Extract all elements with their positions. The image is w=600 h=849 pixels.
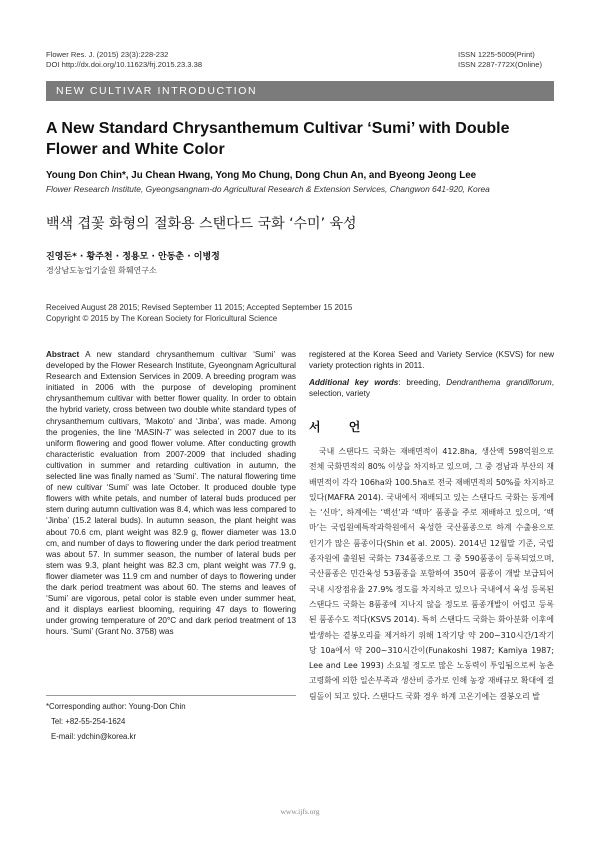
issn-print: ISSN 1225-5009(Print): [458, 50, 535, 59]
issn-online: ISSN 2287-772X(Online): [458, 60, 542, 69]
abstract-continuation: registered at the Korea Seed and Variety Service (KSVS) for new variety protection rights in 2011.: [309, 350, 554, 371]
keywords-pre: : breeding,: [398, 378, 447, 388]
korean-author-list: 진영돈* · 황주천 · 정용모 · 안동춘 · 이병정: [46, 252, 220, 262]
journal-citation: [46, 50, 202, 70]
article-title: A New Standard Chrysanthemum Cultivar ‘Sumi’ with Double Flower and White Color: [46, 120, 510, 158]
korean-title: 백색 겹꽃 화형의 절화용 스탠다드 국화 ‘수미’ 육성: [46, 216, 357, 232]
keywords: [309, 377, 554, 399]
copyright-line: Copyright © 2015 by The Korean Society for Floricultural Science: [46, 314, 278, 323]
introduction-heading: 서 언: [309, 420, 373, 434]
korean-affiliation: 경상남도농업기술원 화훼연구소: [46, 266, 157, 275]
author-list: Young Don Chin*, Ju Chean Hwang, Yong Mo Chung, Dong Chun An, and Byeong Jeong Lee: [46, 170, 477, 181]
keywords-post: , selection, variety: [309, 378, 554, 399]
issn-block: [458, 50, 542, 70]
footnote-divider: [46, 695, 296, 696]
author-email[interactable]: E-mail: ydchin@korea.kr: [51, 732, 137, 741]
abstract-label: Abstract: [46, 350, 80, 359]
introduction-body: 국내 스탠다드 국화는 재배면적이 412.8ha, 생산액 598억원으로 전체 국화면적의 80% 이상을 차지하고 있으며, 그 중 경남과 부산의 재배면적이 각각 106ha와 100.5ha로 전국 재배면적의 50%를 차지하고 있다(MAFRA 2014). 국내에서 재배되고 있는 스탠다드 국화는 동계에는 ‘신마’, 하계에는 ‘백선’과 ‘백마’ 품종을 주로 재배하고 있으며, ‘백마’는 국립원예특작과학원에서 육성한 국산품종으로 하계 수출용으로 인기가 많은 품종이다(Shin et al. 2005). 2014년 12월말 기준, 국립종자원에 출원된 국화는 734품종으로 그 중 590품종이 등록되었으며, 국산품종은 민간육성 53품종을 포함하여 350여 품종이 개발 보급되어 국내 시장점유율 27.9% 정도를 차지하고 있으나 국내에서 육성 등록된 스탠다드 국화는 8품종에 지나지 않을 정도로 품종개발이 어렵고 등록된 품종수도 적다(KSVS 2014). 특히 스탠다드 국화는 화아분화 이후에 발생하는 곁봉오리를 제거하기 위해 1작기당 약 200∼310시간/1작기당 10a에서 약 200∼310시간이(Funakoshi 1987; Kamiya 1987; Lee and Lee 1993) 소요될 정도로 많은 노동력이 투입됨으로써 농촌 고령화에 의한 일손부족과 생산비 증가로 인해 농장 재배규모 확대에 걸림돌이 되고 있다. 스탠다드 국화 경우 하계 고온기에는 결봉오리 발: [309, 447, 554, 701]
author-telephone: Tel: +82-55-254-1624: [51, 717, 126, 726]
journal-website[interactable]: www.ijfs.org: [280, 807, 320, 816]
abstract-block: [46, 349, 296, 637]
article-dates: [46, 302, 352, 324]
keywords-species: Dendranthema grandiflorum: [446, 378, 552, 388]
right-column-top: [309, 349, 554, 399]
keywords-label: Additional key words: [309, 378, 399, 388]
corresponding-author-footnote: [46, 699, 186, 744]
received-dates: Received August 28 2015; Revised September 11 2015; Accepted September 15 2015: [46, 303, 353, 312]
doi-line: DOI http://dx.doi.org/10.11623/frj.2015.23.3.38: [46, 60, 203, 69]
corresponding-author: *Corresponding author: Young-Don Chin: [46, 702, 186, 711]
abstract-text: A new standard chrysanthemum cultivar ‘Sumi’ was developed by the Flower Research Institute, Gyeongnam Agricultural Research and Extension Services in 2009. A breeding program was initiated in 2006 with the purpose of developing prominent chrysanthemum cultivar with better flower quality. In order to obtain the hybrid variety, cross between two double white standard types of chrysanthemum cultivars, ‘Makoto’ and ‘Jinba’, was made. Among the progenies, the line ‘MASIN-7’ was selected in 2007 due to its uniform flowering and good flower volume. After conducting growth characteristic evaluation from 2007-2009 that included shading cultivation in summer and retarding cultivation in autumn, the selected line was finally named as ‘Sumi’. The natural flowering time of new cultivar ‘Sumi’ was late October. It produced double type flowers with white petals, and number of lateral buds produced per stem during autumn cultivation was 8.4, which was less compared to ‘Jinba’ (15.2 lateral buds). In autumn season, the plant height was about 70.6 cm, plant weight was 82.9 g, flower diameter was 13.0 cm, and number of days to flowering under the dark period treatment was about 57. In summer season, the number of lateral buds per stem was 9.3, plant height was 82.3 cm, plant weight was 77.9 g, flower diameter was 11.9 cm and number of days to flowering under the dark period treatment was about 60. The stems and leaves of ‘Sumi’ are vigorous, petal color is stable even under summer heat, and it displays earliest blooming, requiring 47 days to flowering under growing temperature of 20°C and dark period treatment of 13 hours. ‘Sumi’ (Grant No. 3758) was: [46, 350, 296, 637]
journal-line: Flower Res. J. (2015) 23(3):228-232: [46, 50, 169, 59]
section-label-bar: NEW CULTIVAR INTRODUCTION: [46, 81, 554, 101]
author-affiliation: Flower Research Institute, Gyeongsangnam-do Agricultural Research & Extension Services, Changwon 641-920, Korea: [46, 184, 490, 194]
